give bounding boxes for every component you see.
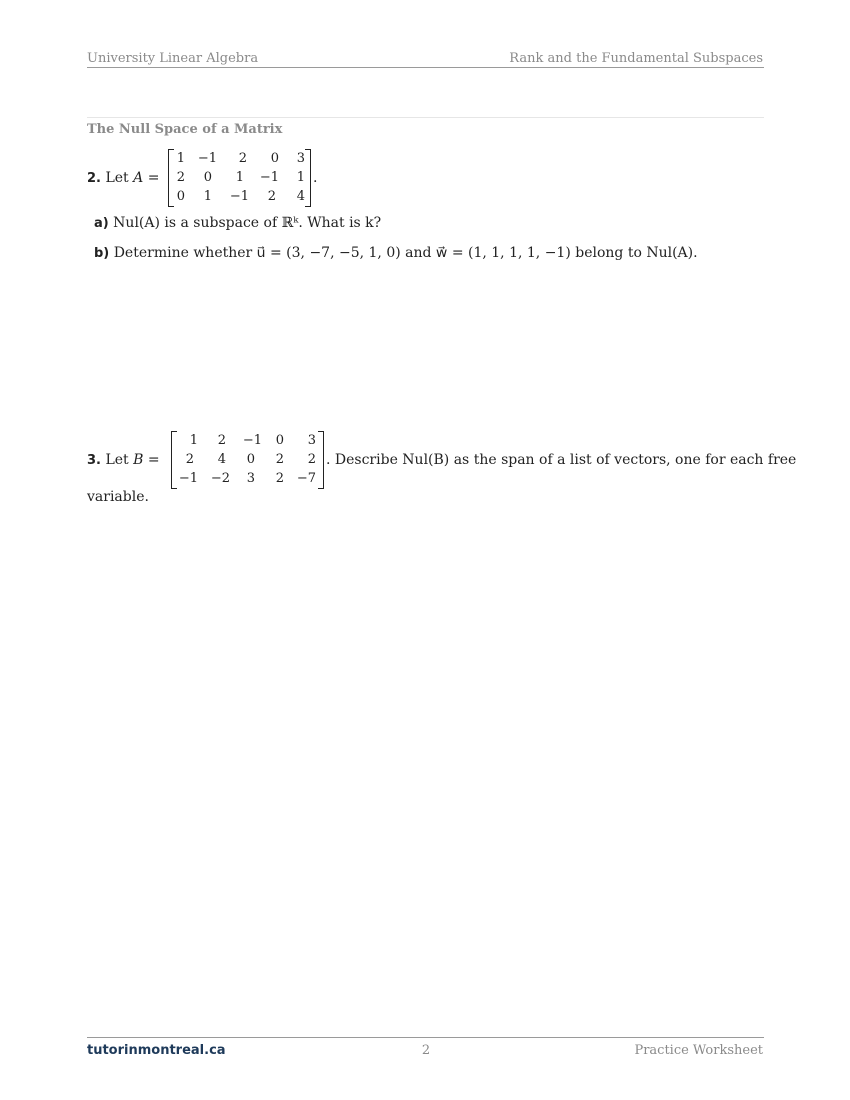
- matrix-b-cell: 2: [307, 452, 316, 467]
- matrix-b-row: [172, 469, 323, 488]
- matrix-b-cell: −1: [178, 471, 198, 486]
- section-title: The Null Space of a Matrix: [87, 122, 283, 137]
- problem-2-equals: =: [147, 170, 160, 186]
- matrix-b-cell: 1: [189, 433, 198, 448]
- problem-2-number: 2.: [87, 171, 101, 186]
- problem-3-continuation: variable.: [87, 489, 149, 505]
- matrix-a-cell: 1: [176, 151, 185, 166]
- part-a-text: Nul(A) is a subspace of ℝᵏ. What is k?: [113, 215, 382, 231]
- footer-rule: [87, 1037, 764, 1038]
- part-b-label: b): [94, 246, 110, 261]
- matrix-a-cell: −1: [259, 170, 279, 185]
- matrix-b-cell: 2: [217, 433, 226, 448]
- problem-3-equals: =: [147, 452, 160, 468]
- matrix-a-cell: −1: [197, 151, 217, 166]
- part-a-label: a): [94, 216, 109, 231]
- matrix-b: [171, 431, 324, 489]
- matrix-b-cell: −7: [296, 471, 316, 486]
- problem-3-matrix-name: B: [133, 452, 144, 468]
- part-b-text: Determine whether u⃗ = (3, −7, −5, 1, 0) and w⃗ = (1, 1, 1, 1, −1) belong to Nul(A).: [113, 245, 698, 261]
- matrix-a: [168, 149, 311, 207]
- matrix-b-cell: −2: [210, 471, 230, 486]
- matrix-b-cell: 2: [275, 452, 284, 467]
- matrix-b-cell: 0: [246, 452, 255, 467]
- matrix-a-cell: 0: [203, 170, 212, 185]
- problem-2-matrix-name: A: [133, 170, 144, 186]
- matrix-b-cell: −1: [242, 433, 262, 448]
- section-divider: [87, 117, 764, 118]
- matrix-a-cell: 1: [203, 189, 212, 204]
- matrix-a-row: [169, 168, 310, 187]
- matrix-a-cell: 0: [176, 189, 185, 204]
- matrix-a-row: [169, 187, 310, 206]
- footer-site-link[interactable]: tutorinmontreal.ca: [87, 1043, 226, 1058]
- matrix-b-cell: 2: [185, 452, 194, 467]
- problem-2-intro: [87, 170, 159, 186]
- problem-3-intro: [87, 452, 160, 468]
- matrix-a-cell: 0: [270, 151, 279, 166]
- matrix-a-cell: 3: [296, 151, 305, 166]
- header-right: Rank and the Fundamental Subspaces: [509, 51, 763, 66]
- problem-2-period: .: [313, 170, 318, 186]
- problem-2-part-a: [94, 215, 381, 231]
- problem-3-lead: Let: [105, 452, 129, 468]
- page-number: 2: [421, 1043, 431, 1058]
- matrix-a-cell: 2: [267, 189, 276, 204]
- matrix-b-cell: 3: [246, 471, 255, 486]
- matrix-a-cell: −1: [229, 189, 249, 204]
- matrix-a-row: [169, 149, 310, 168]
- matrix-b-row: [172, 431, 323, 450]
- problem-3-number: 3.: [87, 453, 101, 468]
- matrix-b-cell: 2: [275, 471, 284, 486]
- matrix-b-cell: 4: [217, 452, 226, 467]
- header-left: University Linear Algebra: [87, 51, 259, 66]
- problem-3-text: . Describe Nul(B) as the span of a list of vectors, one for each free: [326, 452, 797, 468]
- matrix-a-cell: 2: [238, 151, 247, 166]
- footer-right: Practice Worksheet: [634, 1043, 763, 1058]
- matrix-b-row: [172, 450, 323, 469]
- matrix-b-cell: 0: [275, 433, 284, 448]
- problem-2-lead: Let: [105, 170, 129, 186]
- matrix-b-cell: 3: [307, 433, 316, 448]
- matrix-a-cell: 2: [176, 170, 185, 185]
- problem-2-part-b: [94, 245, 698, 261]
- matrix-a-cell: 1: [296, 170, 305, 185]
- header-rule: [87, 67, 764, 68]
- matrix-a-cell: 1: [235, 170, 244, 185]
- matrix-a-cell: 4: [296, 189, 305, 204]
